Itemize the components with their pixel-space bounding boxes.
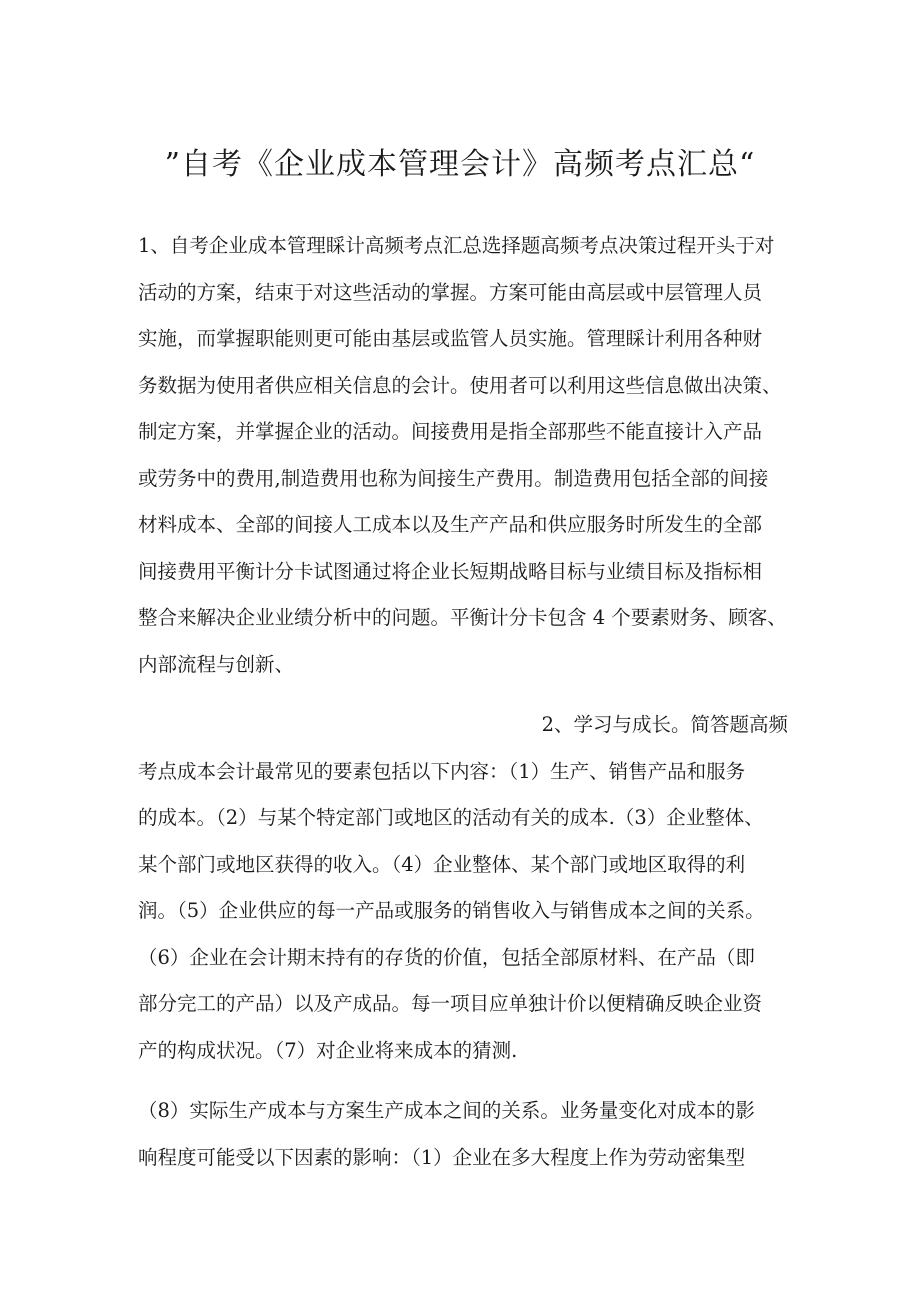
paragraph-line: 部分完工的产品）以及产成品。每一项目应单独计价以便精确反映企业资 — [138, 992, 763, 1015]
paragraph-line: 材料成本、全部的间接人工成本以及生产产品和供应服务时所发生的全部 — [138, 513, 763, 536]
document-title: ”自考《企业成本管理会计》高频考点汇总“ — [164, 147, 756, 182]
paragraph-line: 响程度可能受以下因素的影响：（1）企业在多大程度上作为劳动密集型 — [138, 1146, 746, 1169]
paragraph-line: 1、自考企业成本管理睬计高频考点汇总选择题高频考点决策过程开头于对 — [138, 234, 775, 257]
paragraph-line: 内部流程与创新、 — [138, 653, 295, 676]
paragraph-line: 整合来解决企业业绩分析中的问题。平衡计分卡包含 4 个要素财务、顾客、 — [138, 606, 787, 629]
paragraph-line: 2、学习与成长。简答题高频 — [541, 713, 788, 736]
paragraph-line: （6）企业在会计期末持有的存货的价值，包括全部原材料、在产品（即 — [138, 946, 755, 969]
paragraph-line: 或劳务中的费用,制造费用也称为间接生产费用。制造费用包括全部的间接 — [138, 467, 769, 490]
paragraph-line: 润。（5）企业供应的每一产品或服务的销售收入与销售成本之间的关系。 — [138, 899, 765, 922]
paragraph-line: 活动的方案，结束于对这些活动的掌握。方案可能由高层或中层管理人员 — [138, 281, 763, 304]
paragraph-line: 间接费用平衡计分卡试图通过将企业长短期战略目标与业绩目标及指标相 — [138, 560, 763, 583]
paragraph-line: 某个部门或地区获得的收入。（4）企业整体、某个部门或地区取得的利 — [138, 853, 746, 876]
paragraph-line: 务数据为使用者供应相关信息的会计。使用者可以利用这些信息做出决策、 — [138, 374, 782, 397]
paragraph-line: 制定方案，并掌握企业的活动。间接费用是指全部那些不能直接计入产品 — [138, 420, 763, 443]
paragraph-line: （8）实际生产成本与方案生产成本之间的关系。业务量变化对成本的影 — [138, 1099, 755, 1122]
paragraph-line: 产的构成状况。（7）对企业将来成本的猜测. — [138, 1039, 518, 1062]
paragraph-line: 考点成本会计最常见的要素包括以下内容：（1）生产、销售产品和服务 — [138, 760, 746, 783]
paragraph-line: 实施，而掌握职能则更可能由基层或监管人员实施。管理睬计利用各种财 — [138, 327, 763, 350]
paragraph-line: 的成本。（2）与某个特定部门或地区的活动有关的成本.（3）企业整体、 — [138, 806, 764, 829]
